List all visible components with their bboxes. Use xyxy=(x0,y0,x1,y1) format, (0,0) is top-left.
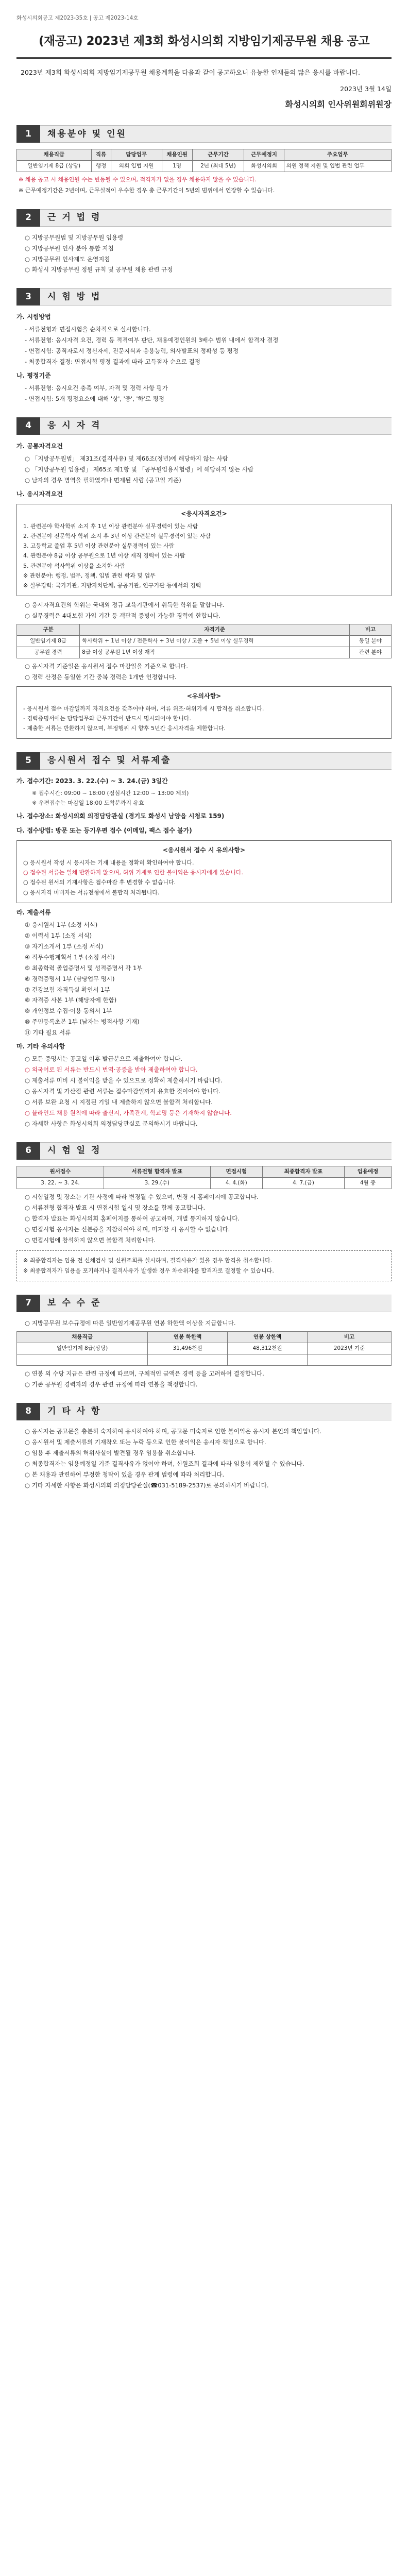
table-header: 임용예정 xyxy=(344,1166,391,1178)
table-cell: 화성시의회 xyxy=(244,161,284,172)
table-row xyxy=(17,161,392,172)
etc-note: ○ 블라인드 채용 원칙에 따라 출신지, 가족관계, 학교명 등은 기재하지 않습니다. xyxy=(25,1109,232,1117)
requirements-box xyxy=(16,504,392,596)
notice-line: - 응시원서 접수 마감일까지 자격요건을 갖추어야 하며, 서류 위조·허위기재 시 합격을 취소합니다. xyxy=(23,705,264,712)
box-title: <유의사항> xyxy=(186,692,222,700)
pay-note: ○ 연봉 외 수당 지급은 관련 규정에 따르며, 구체적인 금액은 경력 등을 고려하여 결정합니다. xyxy=(25,1370,264,1378)
table-note: ※ 근무예정기간은 2년이며, 근무실적이 우수한 경우 총 근무기간이 5년의 범위에서 연장할 수 있습니다. xyxy=(19,187,275,194)
required-document: ⑪ 기타 필요 서류 xyxy=(25,1029,71,1037)
section-8-header xyxy=(16,1403,392,1420)
table-row xyxy=(17,1354,392,1366)
required-document: ⑨ 개인정보 수집·이용 동의서 1부 xyxy=(25,1007,112,1015)
law-item: ○ 화성시 지방공무원 정원 규칙 및 공무원 채용 관련 규정 xyxy=(25,266,173,274)
requirement-line: 5. 관련분야 석사학위 이상을 소지한 사람 xyxy=(23,562,125,569)
etc-note: ○ 모든 증명서는 공고일 이후 발급분으로 제출하여야 합니다. xyxy=(25,1055,182,1063)
subsection-title: 다. 접수방법: 방문 또는 등기우편 접수 (이메일, 팩스 접수 불가) xyxy=(16,827,192,835)
caution-line: ○ 접수된 서류는 일체 반환하지 않으며, 허위 기재로 인한 불이익은 응시자에게 있습니다. xyxy=(23,869,243,876)
table-cell: 4월 중 xyxy=(344,1177,391,1189)
table-header: 구분 xyxy=(17,624,80,635)
table-cell: 3. 22. ~ 3. 24. xyxy=(17,1177,104,1189)
table-cell xyxy=(307,1354,391,1366)
eligibility-note: ○ 실무경력은 4대보험 가입 기간 등 객관적 증빙이 가능한 경력에 한합니다. xyxy=(25,612,220,619)
subsection-title: 가. 공통자격요건 xyxy=(16,443,63,450)
table-cell xyxy=(148,1354,228,1366)
section-7-header xyxy=(16,1295,392,1312)
table-header: 최종합격자 발표 xyxy=(262,1166,344,1178)
notice-line: - 경력증명서에는 담당업무와 근무기간이 반드시 명시되어야 합니다. xyxy=(23,715,191,722)
table-header: 채용직급 xyxy=(17,1332,148,1343)
table-header: 자격기준 xyxy=(80,624,350,635)
requirement-line: 1. 관련분야 학사학위 소지 후 1년 이상 관련분야 실무경력이 있는 사람 xyxy=(23,522,198,530)
requirement-line: ※ 실무경력: 국가기관, 지방자치단체, 공공기관, 연구기관 등에서의 경력 xyxy=(23,582,201,589)
schedule-note: ○ 서류전형 합격자 발표 시 면접시험 일시 및 장소를 함께 공고합니다. xyxy=(25,1204,206,1212)
section-number: 7 xyxy=(16,1295,40,1312)
table-cell: 공무원 경력 xyxy=(17,647,80,658)
section-number: 2 xyxy=(16,209,40,227)
section-title: 보 수 수 준 xyxy=(40,1295,392,1312)
section-4-header xyxy=(16,417,392,435)
table-cell: 1명 xyxy=(162,161,192,172)
table-cell: 2년 (최대 5년) xyxy=(192,161,244,172)
notice-line: ※ 최종합격자가 임용을 포기하거나 결격사유가 발생한 경우 차순위자를 합격자로 결정할 수 있습니다. xyxy=(23,1267,274,1274)
table-header: 연봉 하한액 xyxy=(148,1332,228,1343)
required-document: ⑦ 건강보험 자격득실 확인서 1부 xyxy=(25,986,110,993)
table-cell: 의원 정책 지원 및 입법 관련 업무 xyxy=(284,161,391,172)
application-note: ※ 접수시간: 09:00 ~ 18:00 (점심시간 12:00 ~ 13:00 제외) xyxy=(32,790,189,797)
required-document: ⑧ 자격증 사본 1부 (해당자에 한함) xyxy=(25,996,117,1004)
etc-note: ○ 응시자격 및 가산점 관련 서류는 접수마감일까지 유효한 것이어야 합니다. xyxy=(25,1088,220,1095)
required-document: ④ 직무수행계획서 1부 (소정 서식) xyxy=(25,953,115,961)
eligibility-item: ○ 남자의 경우 병역을 필하였거나 면제된 사람 (공고일 기준) xyxy=(25,477,181,484)
section-number: 3 xyxy=(16,288,40,306)
method-item: - 서류전형: 응시자격 요건, 경력 등 적격여부 판단, 채용예정인원의 3배수 범위 내에서 합격자 결정 xyxy=(25,336,279,344)
table-cell: 의회 입법 지원 xyxy=(111,161,162,172)
pay-table xyxy=(16,1331,392,1366)
schedule-table xyxy=(16,1166,392,1189)
table-row xyxy=(17,1177,392,1189)
method-item: - 최종합격자 결정: 면접시험 평정 결과에 따라 고득점자 순으로 결정 xyxy=(25,358,200,366)
table-cell: 학사학위 + 1년 이상 / 전문학사 + 3년 이상 / 고졸 + 5년 이상 실무경력 xyxy=(80,635,350,647)
table-header: 담당업무 xyxy=(111,149,162,161)
law-item: ○ 지방공무원 인사 분야 통합 지침 xyxy=(25,244,114,252)
subsection-title: 마. 기타 유의사항 xyxy=(16,1043,65,1050)
section-title: 응시원서 접수 및 서류제출 xyxy=(40,752,392,770)
table-cell: 일반임기제 8급 (상당) xyxy=(17,161,92,172)
subsection-title: 나. 응시자격요건 xyxy=(16,490,63,498)
required-document: ⑩ 주민등록초본 1부 (남자는 병적사항 기재) xyxy=(25,1018,140,1026)
table-header: 연봉 상한액 xyxy=(228,1332,308,1343)
pay-note: ○ 기존 공무원 경력자의 경우 관련 규정에 따라 연봉을 책정합니다. xyxy=(25,1381,198,1388)
method-item: - 서류전형과 면접시험을 순차적으로 실시합니다. xyxy=(25,326,151,333)
table-cell: 2023년 기준 xyxy=(307,1343,391,1354)
announcement-date: 2023년 3월 14일 xyxy=(340,84,392,93)
section-2-header xyxy=(16,209,392,227)
table-header: 채용인원 xyxy=(162,149,192,161)
table-cell: 행정 xyxy=(91,161,111,172)
recruitment-table xyxy=(16,149,392,172)
subsection-title: 나. 평정기준 xyxy=(16,372,51,380)
table-header: 면접시험 xyxy=(210,1166,262,1178)
schedule-note: ○ 시험일정 및 장소는 기관 사정에 따라 변경될 수 있으며, 변경 시 홈페이지에 공고합니다. xyxy=(25,1193,259,1201)
table-header: 비고 xyxy=(307,1332,391,1343)
application-note: ※ 우편접수는 마감일 18:00 도착분까지 유효 xyxy=(32,799,144,806)
other-note: ○ 응시자는 공고문을 충분히 숙지하여 응시하여야 하며, 공고문 미숙지로 인한 불이익은 응시자 본인의 책임입니다. xyxy=(25,1428,321,1435)
box-title: <응시원서 접수 시 유의사항> xyxy=(162,846,246,854)
table-row xyxy=(17,1343,392,1354)
table-cell: 일반임기제 8급(상당) xyxy=(17,1343,148,1354)
table-note: ※ 채용 공고 시 채용인원 수는 변동될 수 있으며, 적격자가 없을 경우 채용하지 않을 수 있습니다. xyxy=(19,176,257,183)
other-note: ○ 응시원서 및 제출서류의 기재착오 또는 누락 등으로 인한 불이익은 응시자 책임으로 합니다. xyxy=(25,1438,266,1446)
eligibility-note: ○ 응시자격 기준일은 응시원서 접수 마감일을 기준으로 합니다. xyxy=(25,663,189,670)
application-caution-box xyxy=(16,840,392,903)
table-cell: 관련 분야 xyxy=(350,647,392,658)
notice-line: - 제출한 서류는 반환하지 않으며, 부정행위 시 향후 5년간 응시자격을 제한합니다. xyxy=(23,725,226,732)
criteria-item: - 서류전형: 응시요건 충족 여부, 자격 및 경력 사항 평가 xyxy=(25,384,168,392)
subsection-title: 가. 시험방법 xyxy=(16,313,51,321)
law-item: ○ 지방공무원법 및 지방공무원 임용령 xyxy=(25,233,124,241)
table-header: 채용직급 xyxy=(17,149,92,161)
section-number: 6 xyxy=(16,1142,40,1160)
notice-line: ※ 최종합격자는 임용 전 신체검사 및 신원조회를 실시하며, 결격사유가 있을 경우 합격을 취소합니다. xyxy=(23,1257,273,1264)
table-row xyxy=(17,647,392,658)
table-cell xyxy=(228,1354,308,1366)
schedule-note: ○ 면접시험 응시자는 신분증을 지참하여야 하며, 미지참 시 응시할 수 없습니다. xyxy=(25,1225,230,1233)
section-title: 시 험 방 법 xyxy=(40,288,392,306)
subsection-title: 나. 접수장소: 화성시의회 의정담당관실 (경기도 화성시 남양읍 시청로 159) xyxy=(16,812,225,820)
caution-line: ○ 접수된 원서의 기재사항은 접수마감 후 변경할 수 없습니다. xyxy=(23,879,176,886)
table-cell xyxy=(17,1354,148,1366)
table-header: 근무예정지 xyxy=(244,149,284,161)
page-title: (재공고) 2023년 제3회 화성시의회 지방임기제공무원 채용 공고 xyxy=(16,27,392,58)
requirement-line: 4. 관련분야 8급 이상 공무원으로 1년 이상 재직 경력이 있는 사람 xyxy=(23,552,185,560)
section-5-header xyxy=(16,752,392,770)
section-number: 1 xyxy=(16,125,40,143)
document-label: 화성시의회공고 제2023-35호 | 공고 제2023-14호 xyxy=(16,15,139,21)
etc-note: ○ 자세한 사항은 화성시의회 의정담당관실로 문의하시기 바랍니다. xyxy=(25,1120,198,1128)
box-title: <응시자격요건> xyxy=(181,510,227,518)
table-cell: 일반임기제 8급 xyxy=(17,635,80,647)
required-document: ② 이력서 1부 (소정 서식) xyxy=(25,931,92,939)
other-note: ○ 기타 자세한 사항은 화성시의회 의정담당관실(☎031-5189-2537)로 문의하시기 바랍니다. xyxy=(25,1482,269,1489)
etc-note: ○ 제출서류 미비 시 불이익을 받을 수 있으므로 정확히 제출하시기 바랍니다. xyxy=(25,1077,223,1084)
requirement-line: 2. 관련분야 전문학사 학위 소지 후 3년 이상 관련분야 실무경력이 있는 사람 xyxy=(23,533,211,540)
table-cell: 8급 이상 공무원 1년 이상 재직 xyxy=(80,647,350,658)
section-number: 8 xyxy=(16,1403,40,1420)
other-note: ○ 최종합격자는 임용예정일 기준 결격사유가 없어야 하며, 신원조회 결과에 따라 임용이 제한될 수 있습니다. xyxy=(25,1460,304,1468)
etc-note: ○ 외국어로 된 서류는 반드시 번역·공증을 받아 제출하여야 합니다. xyxy=(25,1066,198,1074)
eligibility-item: ○ 「지방공무원 임용령」 제65조 제1항 및 「공무원임용시험령」에 해당하지 않는 사람 xyxy=(25,466,254,473)
intro-text: 2023년 제3회 화성시의회 지방임기제공무원 채용계획을 다음과 같이 공고하오니 유능한 인재들의 많은 응시를 바랍니다. xyxy=(21,68,360,76)
notice-box xyxy=(16,686,392,739)
required-document: ⑤ 최종학력 졸업증명서 및 성적증명서 각 1부 xyxy=(25,964,143,972)
schedule-note: ○ 면접시험에 참석하지 않으면 불합격 처리합니다. xyxy=(25,1236,156,1244)
section-title: 채용분야 및 인원 xyxy=(40,125,392,143)
table-header: 비고 xyxy=(350,624,392,635)
table-header: 주요업무 xyxy=(284,149,391,161)
eligibility-note: ○ 경력 산정은 동일한 기간 중복 경력은 1개만 인정합니다. xyxy=(25,673,177,681)
caution-line: ○ 응시원서 작성 시 응시자는 기재 내용을 정확히 확인하여야 합니다. xyxy=(23,859,194,867)
requirement-line: ※ 관련분야: 행정, 법무, 정책, 입법 관련 학과 및 업무 xyxy=(23,572,156,579)
etc-note: ○ 서류 보완 요청 시 지정된 기일 내 제출하지 않으면 불합격 처리합니다. xyxy=(25,1098,213,1106)
required-document: ① 응시원서 1부 (소정 서식) xyxy=(25,921,98,928)
table-cell: 31,496천원 xyxy=(148,1343,228,1354)
eligibility-note: ○ 응시자격요건의 학위는 국내외 정규 교육기관에서 취득한 학위를 말합니다. xyxy=(25,601,225,608)
caution-line: ○ 응시자격 미비자는 서류전형에서 불합격 처리됩니다. xyxy=(23,889,160,896)
table-cell: 48,312천원 xyxy=(228,1343,308,1354)
subsection-title: 가. 접수기간: 2023. 3. 22.(수) ~ 3. 24.(금) 3일간 xyxy=(16,777,168,785)
required-document: ⑥ 경력증명서 1부 (담당업무 명시) xyxy=(25,975,115,982)
table-cell: 4. 7.(금) xyxy=(262,1177,344,1189)
eligibility-item: ○ 「지방공무원법」 제31조(결격사유) 및 제66조(정년)에 해당하지 않는 사람 xyxy=(25,455,228,463)
table-cell: 동일 분야 xyxy=(350,635,392,647)
table-header: 원서접수 xyxy=(17,1166,104,1178)
section-6-header xyxy=(16,1142,392,1160)
qualification-table xyxy=(16,624,392,658)
table-cell: 3. 29.(수) xyxy=(104,1177,210,1189)
other-note: ○ 임용 후 제출서류의 허위사실이 발견될 경우 임용을 취소합니다. xyxy=(25,1449,196,1457)
required-document: ③ 자기소개서 1부 (소정 서식) xyxy=(25,942,104,950)
method-item: - 면접시험: 공직자로서 정신자세, 전문지식과 응용능력, 의사발표의 정확성 등 평정 xyxy=(25,347,239,355)
table-row xyxy=(17,635,392,647)
schedule-note: ○ 합격자 발표는 화성시의회 홈페이지를 통하여 공고하며, 개별 통지하지 않습니다. xyxy=(25,1214,240,1222)
requirement-line: 3. 고등학교 졸업 후 5년 이상 관련분야 실무경력이 있는 사람 xyxy=(23,543,175,550)
table-cell: 4. 4.(화) xyxy=(210,1177,262,1189)
section-3-header xyxy=(16,288,392,306)
section-title: 응 시 자 격 xyxy=(40,417,392,435)
final-notice-box xyxy=(16,1250,392,1281)
section-number: 5 xyxy=(16,752,40,770)
pay-intro: ○ 지방공무원 보수규정에 따른 일반임기제공무원 연봉 하한액 이상을 지급합니다. xyxy=(25,1319,236,1327)
section-1-header xyxy=(16,125,392,143)
table-header: 서류전형 합격자 발표 xyxy=(104,1166,210,1178)
law-item: ○ 지방공무원 인사제도 운영지침 xyxy=(25,255,110,263)
announcing-organization: 화성시의회 인사위원회위원장 xyxy=(285,99,392,110)
criteria-item: - 면접시험: 5개 평정요소에 대해 '상', '중', '하'로 평정 xyxy=(25,395,164,403)
subsection-title: 라. 제출서류 xyxy=(16,908,51,916)
section-title: 근 거 법 령 xyxy=(40,209,392,227)
table-header: 직류 xyxy=(91,149,111,161)
section-number: 4 xyxy=(16,417,40,435)
section-title: 기 타 사 항 xyxy=(40,1403,392,1420)
section-title: 시 험 일 정 xyxy=(40,1142,392,1160)
other-note: ○ 본 채용과 관련하여 부정한 청탁이 있을 경우 관계 법령에 따라 처리합니다. xyxy=(25,1471,225,1479)
table-header: 근무기간 xyxy=(192,149,244,161)
